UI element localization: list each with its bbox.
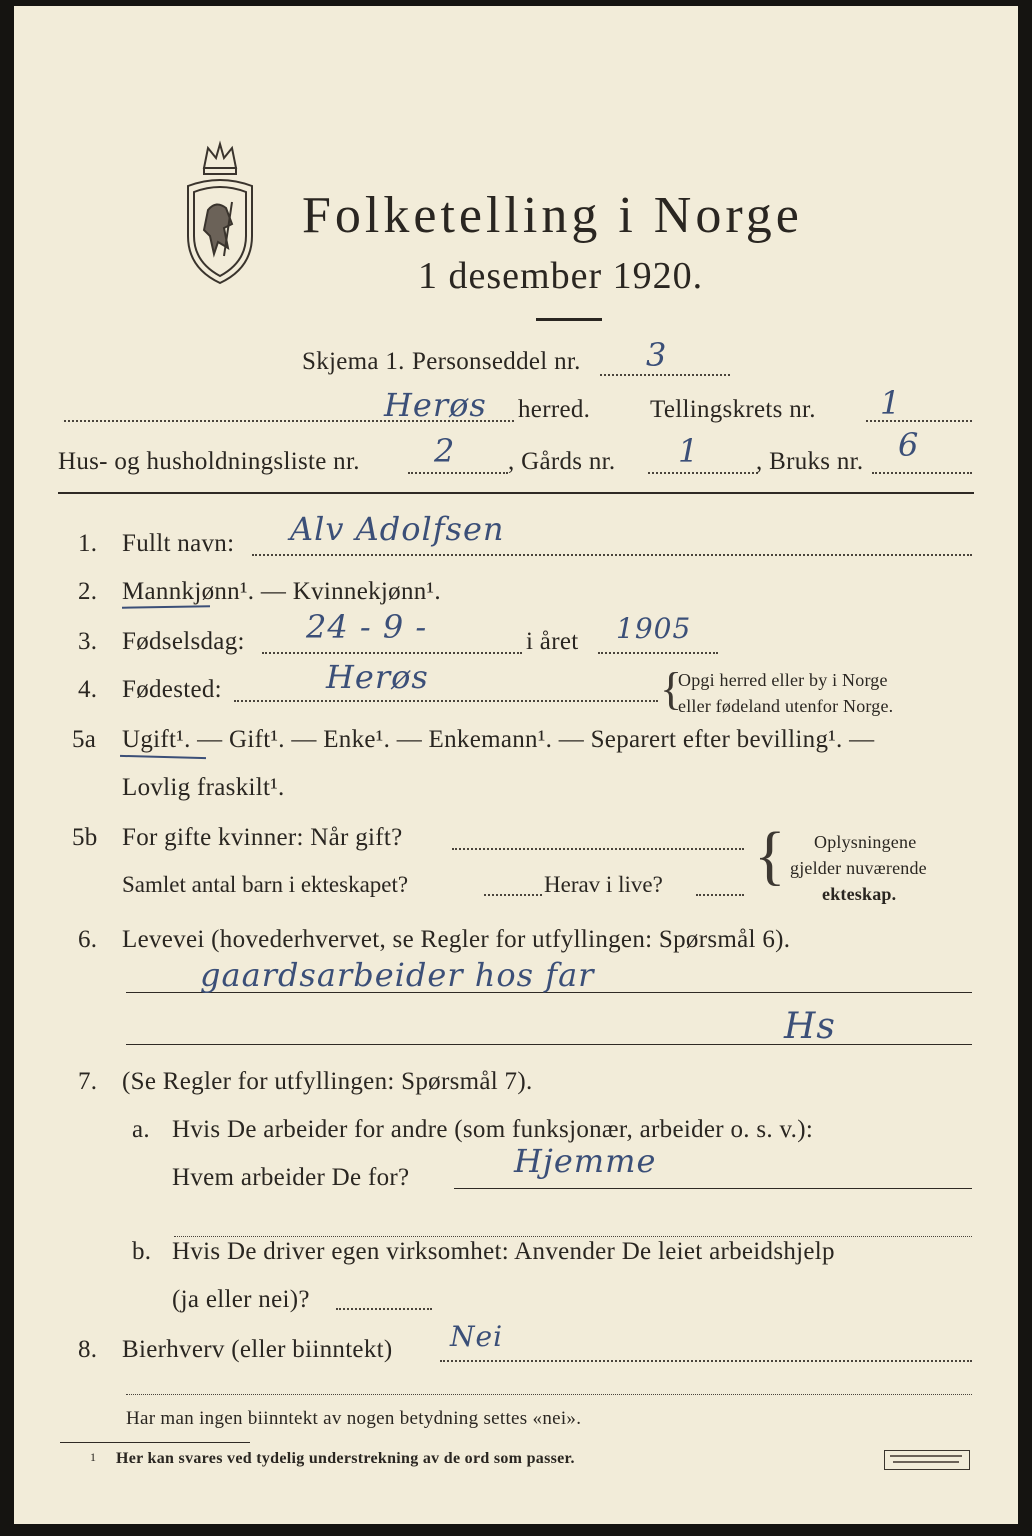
- q8-number: 8.: [78, 1336, 98, 1363]
- employer-field-line: [454, 1188, 972, 1189]
- footnote-divider: [60, 1442, 250, 1443]
- marriage-note-line2: gjelder nuværende: [790, 858, 927, 878]
- marital-underline-mark: [120, 755, 206, 759]
- side-income-field-line-2: [126, 1394, 972, 1395]
- side-income-label: Bierhverv (eller biinntekt): [122, 1336, 393, 1363]
- birthdate-value[interactable]: 24 - 9 -: [306, 608, 428, 646]
- coat-of-arms-icon: [174, 138, 266, 288]
- side-income-field-line: [440, 1360, 972, 1362]
- marriage-note-line1: Oplysningene: [814, 832, 917, 852]
- q4-label: Fødested:: [122, 676, 222, 703]
- skjema-label: Skjema 1.: [302, 348, 405, 375]
- side-income-value[interactable]: Nei: [450, 1320, 504, 1353]
- footnote-text: Her kan svares ved tydelig understrekning av de ord som passer.: [116, 1450, 575, 1467]
- married-women-label: For gifte kvinner: Når gift?: [122, 824, 403, 851]
- birth-year-field-line: [598, 652, 718, 654]
- hus-value[interactable]: 2: [434, 432, 456, 470]
- q7b-letter: b.: [132, 1238, 152, 1265]
- q7-label: (Se Regler for utfyllingen: Spørsmål 7).: [122, 1068, 533, 1095]
- gender-options: Mannkjønn¹. — Kvinnekjønn¹.: [122, 578, 441, 605]
- hired-help-field-line: [336, 1308, 432, 1310]
- hired-help-label: (ja eller nei)?: [172, 1286, 310, 1313]
- q5a-number: 5a: [72, 726, 97, 753]
- q6-number: 6.: [78, 926, 98, 953]
- birthplace-note-brace: {: [660, 663, 683, 714]
- tellingskrets-value[interactable]: 1: [880, 384, 902, 422]
- q3-label: Fødselsdag:: [122, 628, 245, 655]
- year-label: i året: [526, 628, 579, 655]
- q3-number: 3.: [78, 628, 98, 655]
- gards-label: , Gårds nr.: [508, 448, 616, 475]
- gards-value[interactable]: 1: [678, 432, 700, 470]
- q7b-question: Hvis De driver egen virksomhet: Anvender De leiet arbeidshjelp: [172, 1238, 835, 1265]
- occupation-value[interactable]: gaardsarbeider hos far: [200, 956, 595, 994]
- employer-label: Hvem arbeider De for?: [172, 1164, 410, 1191]
- q5b-number: 5b: [72, 824, 98, 851]
- marriage-note-line3: ekteskap.: [822, 884, 897, 904]
- herred-label: herred.: [518, 396, 591, 423]
- footnote-mark: 1: [90, 1450, 96, 1464]
- q4-number: 4.: [78, 676, 98, 703]
- full-name-field-line: [252, 554, 972, 556]
- form-title: Folketelling i Norge: [302, 187, 803, 244]
- personseddel-field-line: [600, 374, 730, 376]
- children-total-label: Samlet antal barn i ekteskapet?: [122, 872, 409, 897]
- full-name-value[interactable]: Alv Adolfsen: [290, 510, 505, 548]
- gender-underline-mark: [122, 605, 210, 609]
- tellingskrets-label: Tellingskrets nr.: [650, 396, 816, 423]
- q7a-question: Hvis De arbeider for andre (som funksjonær, arbeider o. s. v.):: [172, 1116, 814, 1143]
- q2-number: 2.: [78, 578, 98, 605]
- footer-note: Har man ingen biinntekt av nogen betydning settes «nei».: [126, 1408, 582, 1429]
- occupation-field-line-2: [126, 1044, 972, 1045]
- marriage-note-brace: {: [754, 819, 786, 892]
- birthplace-note-line2: eller fødeland utenfor Norge.: [678, 696, 894, 716]
- birthplace-value[interactable]: Herøs: [326, 658, 429, 696]
- gards-field-line: [648, 472, 758, 474]
- printer-stamp-icon: [884, 1450, 970, 1470]
- marriage-date-field-line: [452, 848, 744, 850]
- personseddel-label: Personseddel nr.: [412, 348, 581, 375]
- marital-status-options: Ugift¹. — Gift¹. — Enke¹. — Enkemann¹. — Separert efter bevilling¹. —: [122, 726, 875, 753]
- birthplace-field-line: [234, 700, 658, 702]
- employer-value[interactable]: Hjemme: [514, 1142, 657, 1180]
- children-alive-label: Herav i live?: [544, 872, 663, 897]
- q7a-letter: a.: [132, 1116, 150, 1143]
- hus-field-line: [408, 472, 508, 474]
- q1-number: 1.: [78, 530, 98, 557]
- bruks-field-line: [872, 472, 972, 474]
- bruks-value[interactable]: 6: [898, 426, 920, 464]
- birth-year-value[interactable]: 1905: [616, 612, 692, 645]
- title-divider: [536, 318, 602, 321]
- header-divider: [58, 492, 974, 494]
- personseddel-value[interactable]: 3: [646, 336, 668, 374]
- bruks-label: , Bruks nr.: [756, 448, 864, 475]
- census-form: [14, 6, 1018, 1524]
- employer-field-line-2: [174, 1236, 972, 1237]
- q1-label: Fullt navn:: [122, 530, 235, 557]
- q7-number: 7.: [78, 1068, 98, 1095]
- hus-label: Hus- og husholdningsliste nr.: [58, 448, 360, 475]
- children-total-field-line: [484, 894, 542, 896]
- marital-status-options-line2: Lovlig fraskilt¹.: [122, 774, 285, 801]
- birthplace-note-line1: Opgi herred eller by i Norge: [678, 670, 888, 690]
- occupation-label: Levevei (hovederhvervet, se Regler for utfyllingen: Spørsmål 6).: [122, 926, 791, 953]
- birthdate-field-line: [262, 652, 522, 654]
- occupation-correction-mark[interactable]: Hs: [784, 1006, 836, 1047]
- herred-value[interactable]: Herøs: [384, 386, 487, 424]
- children-alive-field-line: [696, 894, 744, 896]
- census-date: 1 desember 1920.: [418, 255, 704, 297]
